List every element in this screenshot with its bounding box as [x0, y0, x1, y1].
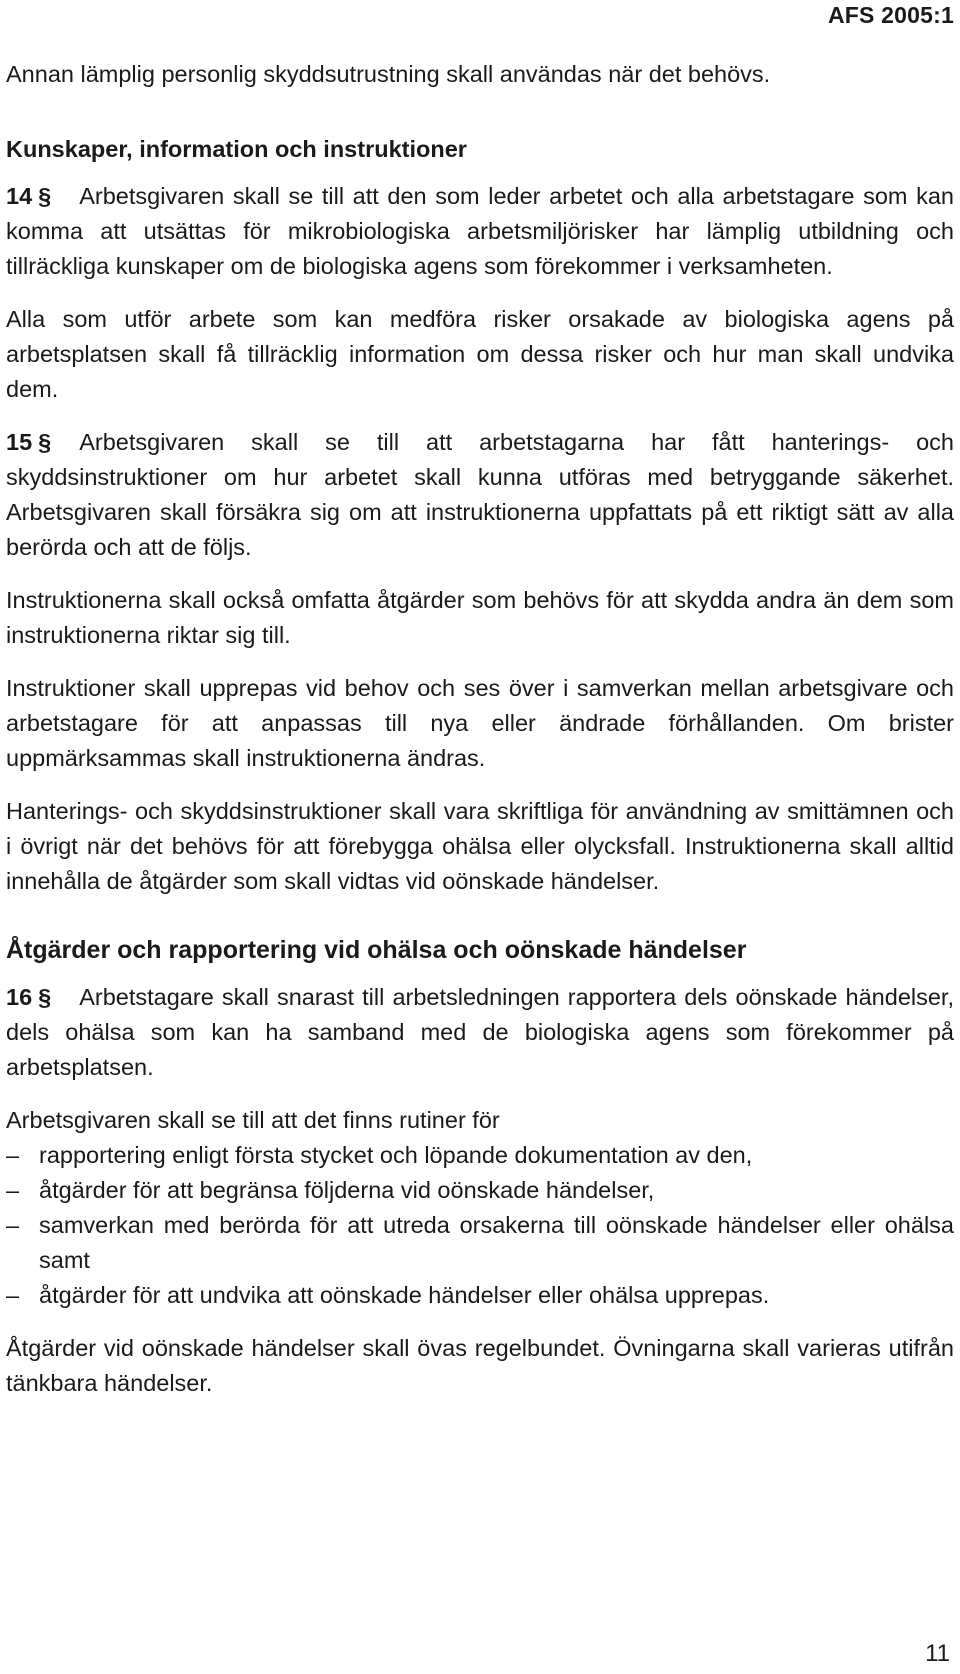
paragraph-16-text: Arbetstagare skall snarast till arbetsledningen rapportera dels oönskade händelser, dels ohälsa som kan ha samband med de biologiska agens som förekommer på arbetsplatsen. — [6, 984, 954, 1080]
routine-list — [6, 1138, 954, 1313]
document-id: AFS 2005:1 — [827, 2, 954, 28]
paragraph-15-text: Arbetsgivaren skall se till att arbetstagarna har fått hanterings- och skyddsinstruktioner om hur arbetet skall kunna utföras med betryggande säkerhet. Arbetsgivaren skall försäkra sig om att instruktionerna uppfattats på ett riktigt sätt av alla berörda och att de följs. — [6, 429, 954, 560]
section-heading-kunskaper: Kunskaper, information och instruktioner — [6, 136, 467, 162]
section-number-15: 15 — [6, 429, 33, 455]
paragraph-16c: Åtgärder vid oönskade händelser skall övas regelbundet. Övningarna skall varieras utifrån tänkbara händelser. — [6, 1335, 954, 1396]
list-item: – samverkan med berörda för att utreda orsakerna till oönskade händelser eller ohälsa samt — [6, 1208, 954, 1278]
page-number: 11 — [925, 1640, 950, 1667]
paragraph-14 — [6, 179, 954, 284]
paragraph-14-text: Arbetsgivaren skall se till att den som leder arbetet och alla arbetstagare som kan komma att utsättas för mikrobiologiska arbetsmiljörisker har lämplig utbildning och tillräckliga kunskaper om de biologiska agens som förekommer i verksamheten. — [6, 183, 954, 279]
list-item: – rapportering enligt första stycket och löpande dokumentation av den, — [6, 1138, 954, 1173]
intro-paragraph: Annan lämplig personlig skyddsutrustning skall användas när det behövs. — [6, 61, 771, 87]
paragraph-16 — [6, 980, 954, 1085]
paragraph-15b: Instruktionerna skall också omfatta åtgärder som behövs för att skydda andra än dem som instruktionerna riktar sig till. — [6, 587, 954, 648]
section-number-14: 14 — [6, 183, 33, 209]
paragraph-15 — [6, 425, 954, 565]
section-sign-icon: § — [38, 429, 52, 455]
list-item: – åtgärder för att undvika att oönskade händelser eller ohälsa upprepas. — [6, 1278, 954, 1313]
list-item: – åtgärder för att begränsa följderna vid oönskade händelser, — [6, 1173, 954, 1208]
section-heading-atgarder: Åtgärder och rapportering vid ohälsa och oönskade händelser — [6, 936, 747, 964]
paragraph-15d: Hanterings- och skyddsinstruktioner skall vara skriftliga för användning av smittämnen och i övrigt när det behövs för att förebygga ohälsa eller olycksfall. Instruktionerna skall alltid innehålla de åtgärder som skall vidtas vid oönskade händelser. — [6, 798, 954, 894]
section-number-16: 16 — [6, 984, 33, 1010]
document-body — [6, 57, 954, 1419]
paragraph-14b: Alla som utför arbete som kan medföra risker orsakade av biologiska agens på arbetsplatsen skall få tillräcklig information om dessa risker och hur man skall undvika dem. — [6, 306, 954, 402]
paragraph-16b: Arbetsgivaren skall se till att det finns rutiner för — [6, 1107, 500, 1133]
section-sign-icon: § — [38, 984, 52, 1010]
paragraph-15c: Instruktioner skall upprepas vid behov och ses över i samverkan mellan arbetsgivare och arbetstagare för att anpassas till nya eller ändrade förhållanden. Om brister uppmärksammas skall instruktionerna ändras. — [6, 675, 954, 771]
section-sign-icon: § — [38, 183, 52, 209]
